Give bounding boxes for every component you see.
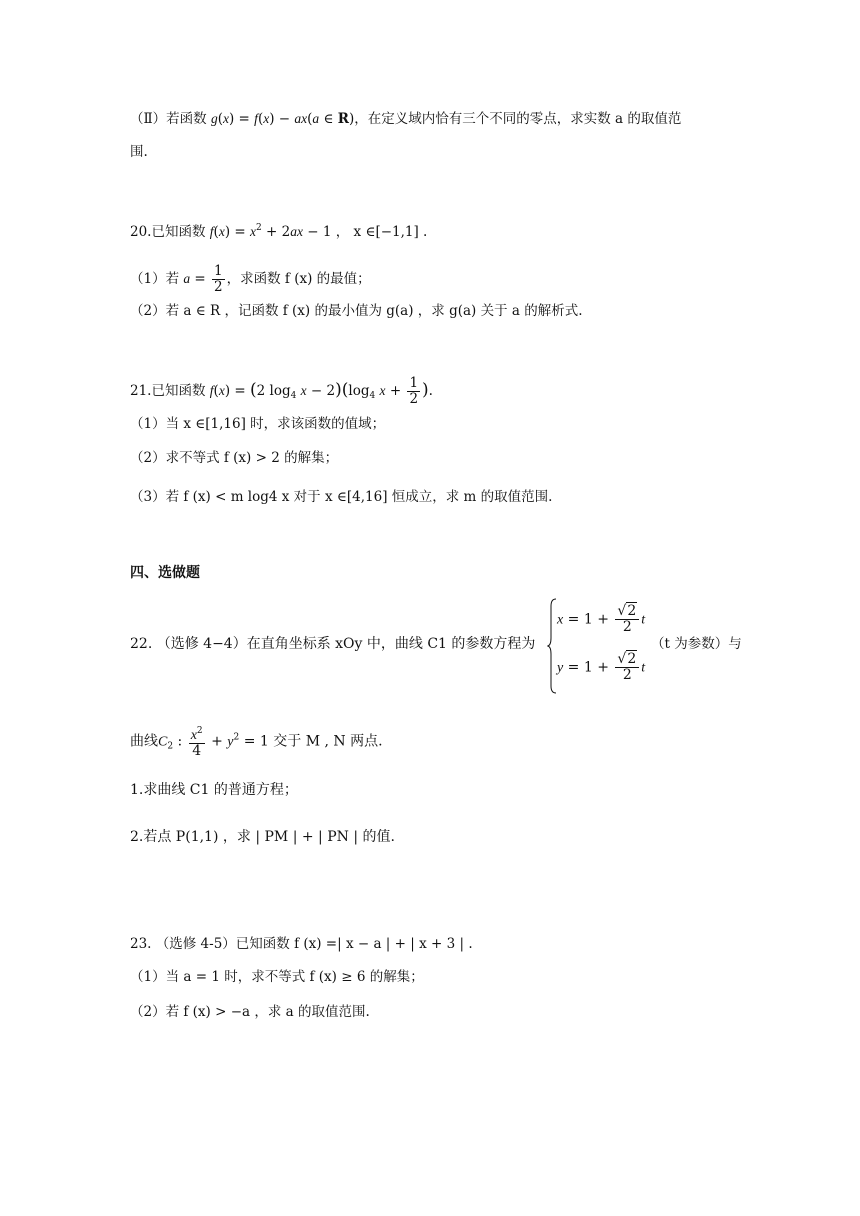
q22-intro: 22. （选修 4−4）在直角坐标系 xOy 中，曲线 C1 的参数方程为 xyxy=(130,636,536,652)
q23-part2: （2）若 f (x) > −a ，求 a 的取值范围. xyxy=(130,1004,370,1020)
q20-part2: （2）若 a ∈ R ，记函数 f (x) 的最小值为 g(a) ，求 g(a) 关于 a 的解析式. xyxy=(130,303,583,319)
section-title: 四、选做题 xyxy=(130,565,200,581)
q21-part3: （3）若 f (x) < m log4 x 对于 x ∈[4,16] 恒成立，求 m 的取值范围. xyxy=(130,489,553,505)
q23-part1: （1）当 a = 1 时，求不等式 f (x) ≥ 6 的解集； xyxy=(130,969,424,985)
q19-part2-line2: 围. xyxy=(130,144,148,160)
q21-part1: （1）当 x ∈[1,16] 时，求该函数的值域； xyxy=(130,416,386,432)
q21-intro: 21.已知函数 f(x) = (2 $\log_4 x - 2)(\log_4$ x + $\frac{1}{2}$ ). xyxy=(130,375,433,407)
fraction-x2-over-4: $\frac{x^2}{4}$ xyxy=(190,726,203,759)
q23-intro: 23. （选修 4-5）已知函数 f (x) =| x − a | + | x + 3 | . xyxy=(130,936,473,952)
q22-item1: 1.求曲线 C1 的普通方程； xyxy=(130,782,298,798)
q20-intro: 20.已知函数 $f(x) = x^2 + 2ax - 1$ ， x ∈[−1,1] . xyxy=(130,223,428,240)
q21-part2: （2）求不等式 f (x) > 2 的解集； xyxy=(130,450,339,466)
fraction-one-half-21: $\frac{1}{2}$ xyxy=(409,375,419,407)
param-eq-y: y = 1 + $\frac{√2}{2}$ t xyxy=(557,651,646,683)
fraction-one-half: $\frac{1}{2}$ xyxy=(214,263,223,295)
param-eq-x: x = 1 + $\frac{√2}{2}$ t xyxy=(557,603,646,635)
q22-item2: 2.若点 P(1,1) ，求 | PM | + | PN | 的值. xyxy=(130,829,395,845)
q22-curve2: 曲线$C_2$ : $\frac{x^2}{4}$ + $y^2 = 1$ 交于 M , N 两点. xyxy=(130,726,383,759)
left-brace-icon xyxy=(547,598,557,694)
q22-param-note: （t 为参数）与 xyxy=(651,636,742,652)
q20-part1: （1）若 a = $\frac{1}{2}$ ，求函数 f (x) 的最值； xyxy=(130,263,371,295)
parametric-system xyxy=(547,598,647,694)
q19-function-expr: g xyxy=(210,111,218,126)
q19-part2-line1: （Ⅱ）若函数 g(x) = f(x) − ax(a ∈ R)，在定义域内恰有三个不同的零点，求实数 a 的取值范 xyxy=(130,111,682,127)
q20-domain: x ∈[−1,1] . xyxy=(353,224,428,240)
